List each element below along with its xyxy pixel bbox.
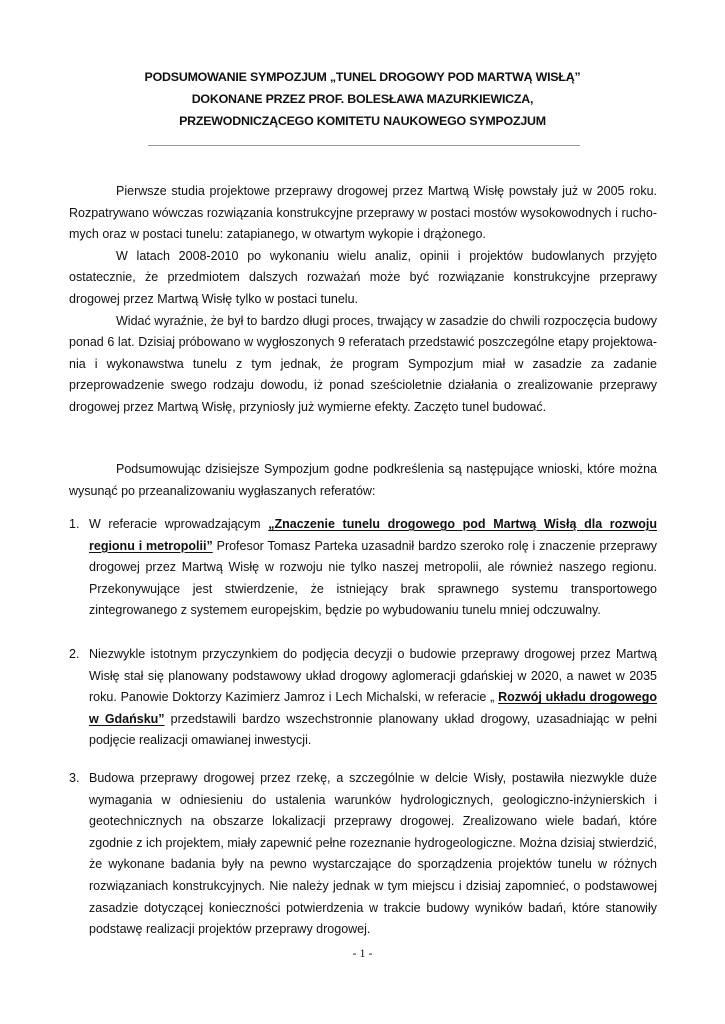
conclusion-item-2 [69, 644, 657, 752]
summary-intro-paragraph: Podsumowując dzisiejsze Sympozjum godne podkreślenia są następujące wnioski, które można wysunąć po przeanalizowaniu wygłaszanych referatów: [69, 462, 657, 498]
item-text-pre: Budowa przeprawy drogowej przez rzekę, a szczególnie w delcie Wisły, postawiła niezwykle duże wymagania w odniesieniu do ustalenia warunków hydrologicznych, geologiczno-inżynierskich i geotechnicznych na obszarze lokalizacji przeprawy drogowej. Zrealizowano wiele badań, które zgodnie z ich projektem, miały zapewnić pełne rozeznanie hydrogeologiczne. Można dzisiaj stwierdzić, że wykonane badania były na pewno wystarczające do sporządzenia projektów tunelu w różnych rozwiązaniach konstrukcyjnych. Nie należy jednak w tym miejscu i dzisiaj zapomnieć, o podstawowej zasadzie dotyczącej konieczności potwierdzenia w trakcie budowy wyników badań, które stanowiły podstawę realizacji projektów przeprawy drogowej. [89, 771, 657, 937]
title-line-3: PRZEWODNICZĄCEGO KOMITETU NAUKOWEGO SYMPOZJUM [179, 114, 546, 128]
conclusion-item-1 [69, 514, 657, 622]
intro-section [69, 181, 657, 419]
list-item-text [89, 644, 657, 752]
title-line-2: DOKONANE PRZEZ PROF. BOLESŁAWA MAZURKIEWICZA, [191, 92, 534, 106]
title-divider [148, 145, 580, 146]
intro-paragraph-1: Pierwsze studia projektowe przeprawy drogowej przez Martwą Wisłę powstały już w 2005 roku. Rozpatrywano wówczas rozwiązania konstrukcyjne przeprawy w postaci mostów wysokowodnych i ruchomych oraz w postaci tunelu: zatapianego, w otwartym wykopie i drążonego. [69, 184, 657, 242]
list-number: 2. [69, 647, 80, 661]
item-text-pre: W referacie wprowadzającym [89, 517, 269, 531]
intro-paragraph-3: Widać wyraźnie, że był to bardzo długi proces, trwający w zasadzie do chwili rozpoczęcia budowy ponad 6 lat. Dzisiaj próbowano w wygłoszonych 9 referatach przedstawić poszczególne etapy projektowania i wykonawstwa tunelu z tym jednak, że program Sympozjum miał w zasadzie za zadanie przeprowadzenie swego rodzaju dowodu, iż ponad sześcioletnie działania o zrealizowanie przeprawy drogowej przez Martwą Wisłę, przyniosły już wymierne efekty. Zaczęto tunel budować. [69, 313, 657, 414]
paper-title: Rozwój układu drogowego w Gdańsku” [89, 690, 658, 726]
list-item-text [89, 768, 657, 941]
list-number: 3. [69, 771, 80, 785]
paper-title: „Znaczenie tunelu drogowego pod Martwą Wisłą dla rozwoju regionu i metropolii” [89, 517, 657, 553]
list-item-text [89, 514, 657, 622]
list-number: 1. [69, 517, 80, 531]
item-text-pre: Niezwykle istotnym przyczynkiem do podjęcia decyzji o budowie przeprawy drogowej przez Martwą Wisłę stał się planowany podstawowy układ drogowy aglomeracji gdańskiej w 2020, a nawet w 2035 roku. Panowie Doktorzy Kazimierz Jamroz i Lech Michalski, w referacie „ [89, 647, 657, 705]
summary-intro-section [69, 459, 657, 502]
title-line-1: PODSUMOWANIE SYMPOZJUM „TUNEL DROGOWY POD MARTWĄ WISŁĄ” [144, 70, 581, 84]
document-title [100, 66, 625, 132]
item-text-post: przedstawili bardzo wszechstronnie planowany układ drogowy, uzasadniając w pełni podjęcie realizacji omawianej inwestycji. [89, 711, 657, 748]
item-text-post: Profesor Tomasz Parteka uzasadnił bardzo szeroko rolę i znaczenie przeprawy drogowej przez Martwą Wisłę w rozwoju nie tylko naszej metropolii, ale również naszego regionu. Przekonywujące jest stwierdzenie, że istniejący brak sprawnego systemu transportowego zintegrowanego z systemem europejskim, będzie po wybudowaniu tunelu mniej odczuwalny. [89, 538, 658, 618]
page-number: - 1 - [352, 946, 373, 960]
conclusion-item-3 [69, 768, 657, 941]
intro-paragraph-2: W latach 2008-2010 po wykonaniu wielu analiz, opinii i projektów budowlanych przyjęto ostatecznie, że przedmiotem dalszych rozważań może być rozwiązanie konstrukcyjne przeprawy drogowej przez Martwą Wisłę tylko w postaci tunelu. [69, 248, 657, 306]
